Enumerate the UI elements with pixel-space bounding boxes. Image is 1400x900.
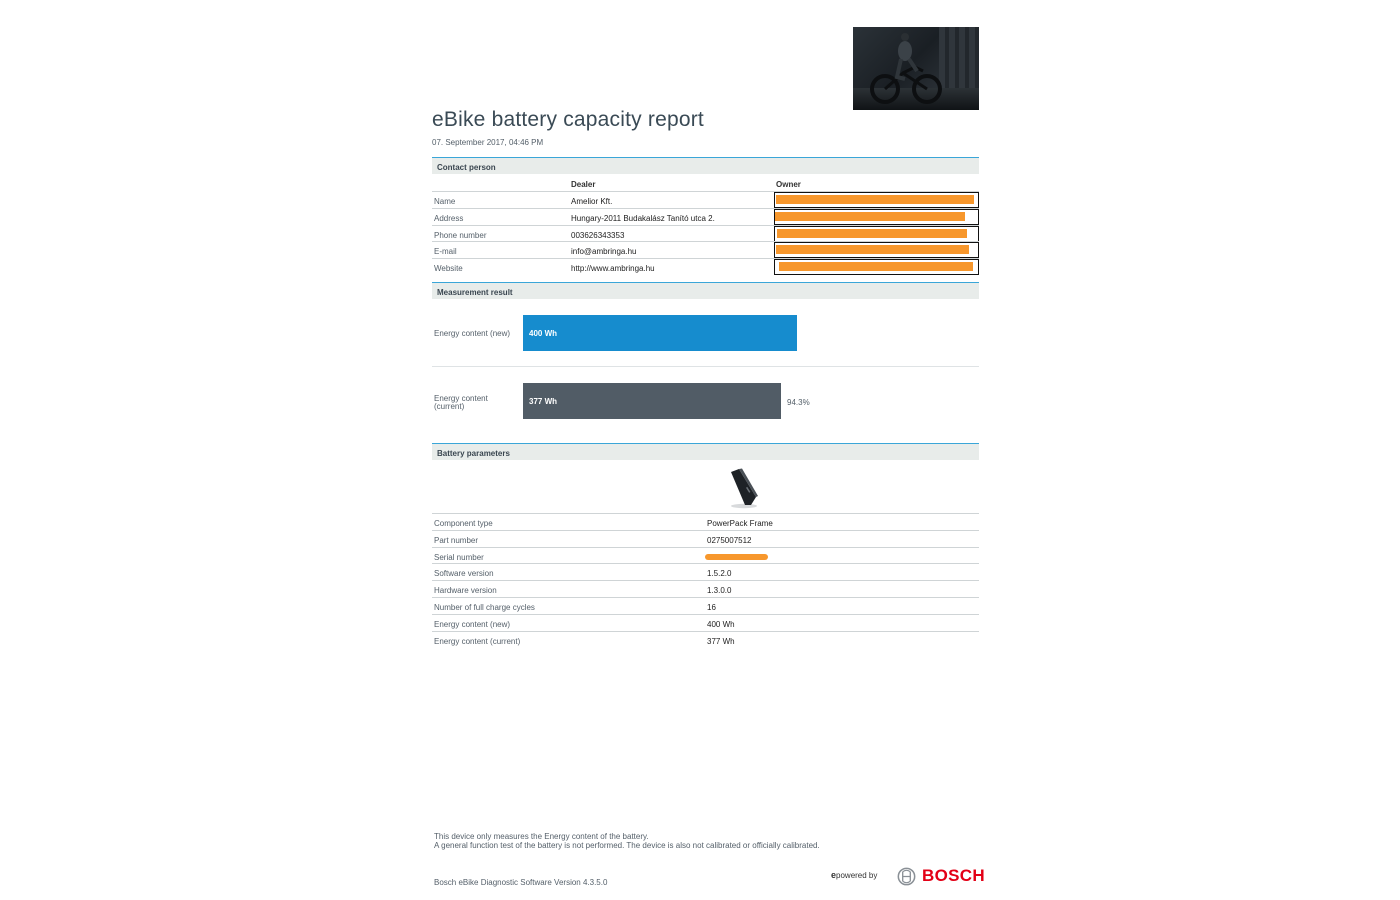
- hero-photo: [853, 27, 979, 110]
- energy-current-percent: 94.3%: [787, 398, 810, 407]
- dealer-value: Amelior Kft.: [571, 197, 613, 206]
- param-value: 377 Wh: [707, 636, 735, 646]
- param-value: 400 Wh: [707, 619, 735, 629]
- param-label: Serial number: [434, 552, 484, 562]
- measurement-current-row: [432, 383, 979, 419]
- owner-redacted: [774, 242, 979, 258]
- redaction-bar: [776, 245, 969, 254]
- bosch-armature-icon: [897, 867, 916, 886]
- param-row: [432, 530, 979, 547]
- dealer-column-header: Dealer: [571, 180, 596, 189]
- dealer-value: info@ambringa.hu: [571, 247, 637, 257]
- footer-disclaimer-line1: This device only measures the Energy content of the battery.: [434, 832, 649, 841]
- footer-disclaimer-line2: A general function test of the battery is not performed. The device is also not calibrated or officially calibrated.: [434, 840, 820, 850]
- param-row: [432, 631, 979, 648]
- param-label: Component type: [434, 519, 493, 528]
- contact-label: Website: [434, 264, 463, 274]
- param-label: Software version: [434, 569, 494, 579]
- contact-label: Address: [434, 213, 464, 223]
- param-value: PowerPack Frame: [707, 519, 773, 528]
- contact-row-website: [432, 258, 979, 275]
- bosch-wordmark: BOSCH: [922, 866, 985, 885]
- measurement-new-row: [432, 315, 979, 351]
- powered-by-prefix: e: [831, 870, 837, 880]
- measurement-new-label: Energy content (new): [434, 329, 511, 338]
- owner-redacted: [774, 209, 979, 225]
- contact-label: Phone number: [434, 230, 487, 240]
- contact-table: [432, 177, 979, 275]
- param-label: Part number: [434, 535, 479, 545]
- battery-pack-icon: [725, 467, 763, 509]
- cyclist-illustration: [853, 27, 979, 110]
- owner-redacted: [774, 226, 979, 242]
- contact-row-email: [432, 241, 979, 258]
- dealer-value: Hungary-2011 Budakalász Tanító utca 2.: [571, 213, 715, 223]
- param-label: Hardware version: [434, 586, 497, 596]
- report-date: 07. September 2017, 04:46 PM: [432, 138, 544, 147]
- param-value: 1.5.2.0: [707, 569, 732, 579]
- param-label: Energy content (current): [434, 636, 521, 646]
- energy-current-bar: [523, 383, 781, 419]
- powered-by-label: [831, 870, 877, 880]
- param-row: [432, 513, 979, 530]
- contact-table-header: [432, 177, 979, 191]
- dealer-value: 003626343353: [571, 230, 625, 240]
- redaction-bar: [776, 195, 974, 204]
- contact-label: E-mail: [434, 247, 457, 257]
- param-label: Energy content (new): [434, 619, 511, 629]
- measurement-section-header: Measurement result: [432, 282, 979, 299]
- param-row: [432, 580, 979, 597]
- param-value: 0275007512: [707, 535, 752, 545]
- measurement-current-label-line1: Energy content: [434, 394, 488, 403]
- redaction-bar: [777, 229, 967, 238]
- energy-current-value: 377 Wh: [529, 396, 558, 406]
- contact-label: Name: [434, 197, 456, 206]
- owner-redacted: [774, 192, 979, 208]
- report-title: eBike battery capacity report: [432, 108, 704, 131]
- contact-section-header: Contact person: [432, 157, 979, 174]
- param-row: [432, 597, 979, 614]
- measurement-current-label: [434, 395, 488, 411]
- battery-section-header: Battery parameters: [432, 443, 979, 460]
- param-label: Number of full charge cycles: [434, 602, 535, 612]
- param-value: 16: [707, 602, 716, 612]
- redaction-bar: [779, 262, 973, 271]
- dealer-value: http://www.ambringa.hu: [571, 264, 655, 274]
- contact-row-phone: [432, 225, 979, 242]
- measurement-divider: [432, 366, 979, 367]
- powered-by-text: powered by: [836, 871, 878, 880]
- redaction-bar: [775, 212, 965, 221]
- serial-number-redacted: [705, 554, 768, 560]
- contact-row-name: [432, 191, 979, 208]
- contact-row-address: [432, 208, 979, 225]
- energy-new-bar: [523, 315, 797, 351]
- param-row: [432, 547, 979, 564]
- measurement-current-label-line2: (current): [434, 402, 465, 411]
- footer-disclaimer: [434, 833, 820, 850]
- param-value: 1.3.0.0: [707, 586, 732, 596]
- owner-column-header: Owner: [776, 180, 801, 189]
- battery-parameters-table: [432, 513, 979, 647]
- param-row: [432, 563, 979, 580]
- param-row: [432, 614, 979, 631]
- software-version: Bosch eBike Diagnostic Software Version 4.3.5.0: [434, 878, 608, 887]
- energy-new-value: 400 Wh: [529, 328, 558, 338]
- owner-redacted: [774, 259, 979, 275]
